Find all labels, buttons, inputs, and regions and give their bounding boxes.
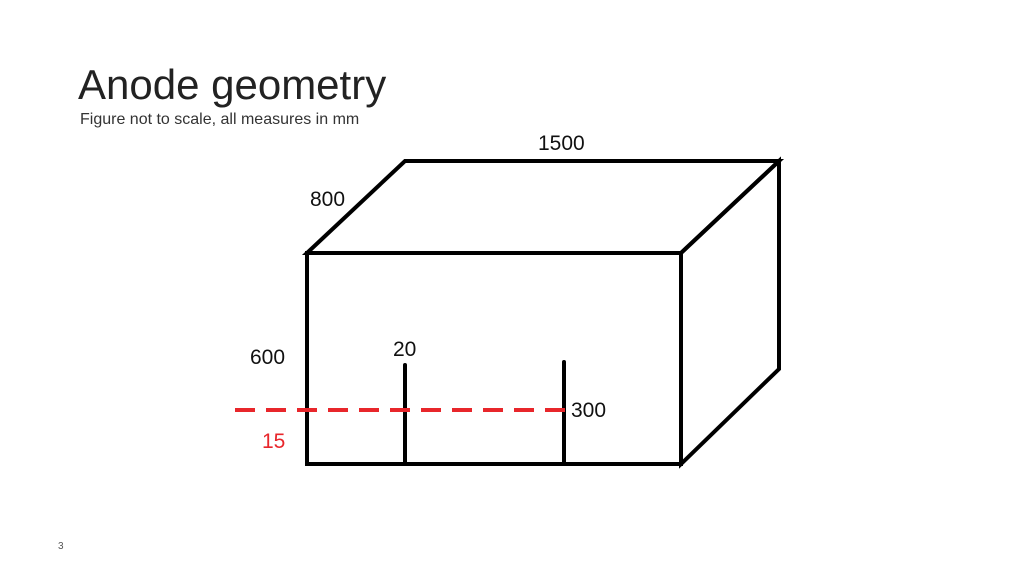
top-face	[307, 161, 779, 253]
rod-width-label: 20	[393, 338, 417, 361]
anode-block	[307, 161, 779, 464]
length-label: 1500	[538, 132, 585, 155]
height-label: 600	[250, 346, 286, 369]
level-label: 15	[262, 430, 286, 453]
depth-label: 800	[310, 188, 346, 211]
slide-title: Anode geometry	[78, 61, 387, 108]
front-face	[307, 253, 681, 464]
side-face	[681, 161, 779, 464]
rod-spacing-label: 300	[571, 399, 607, 422]
slide-subtitle: Figure not to scale, all measures in mm	[80, 111, 360, 128]
page-number: 3	[58, 541, 64, 552]
